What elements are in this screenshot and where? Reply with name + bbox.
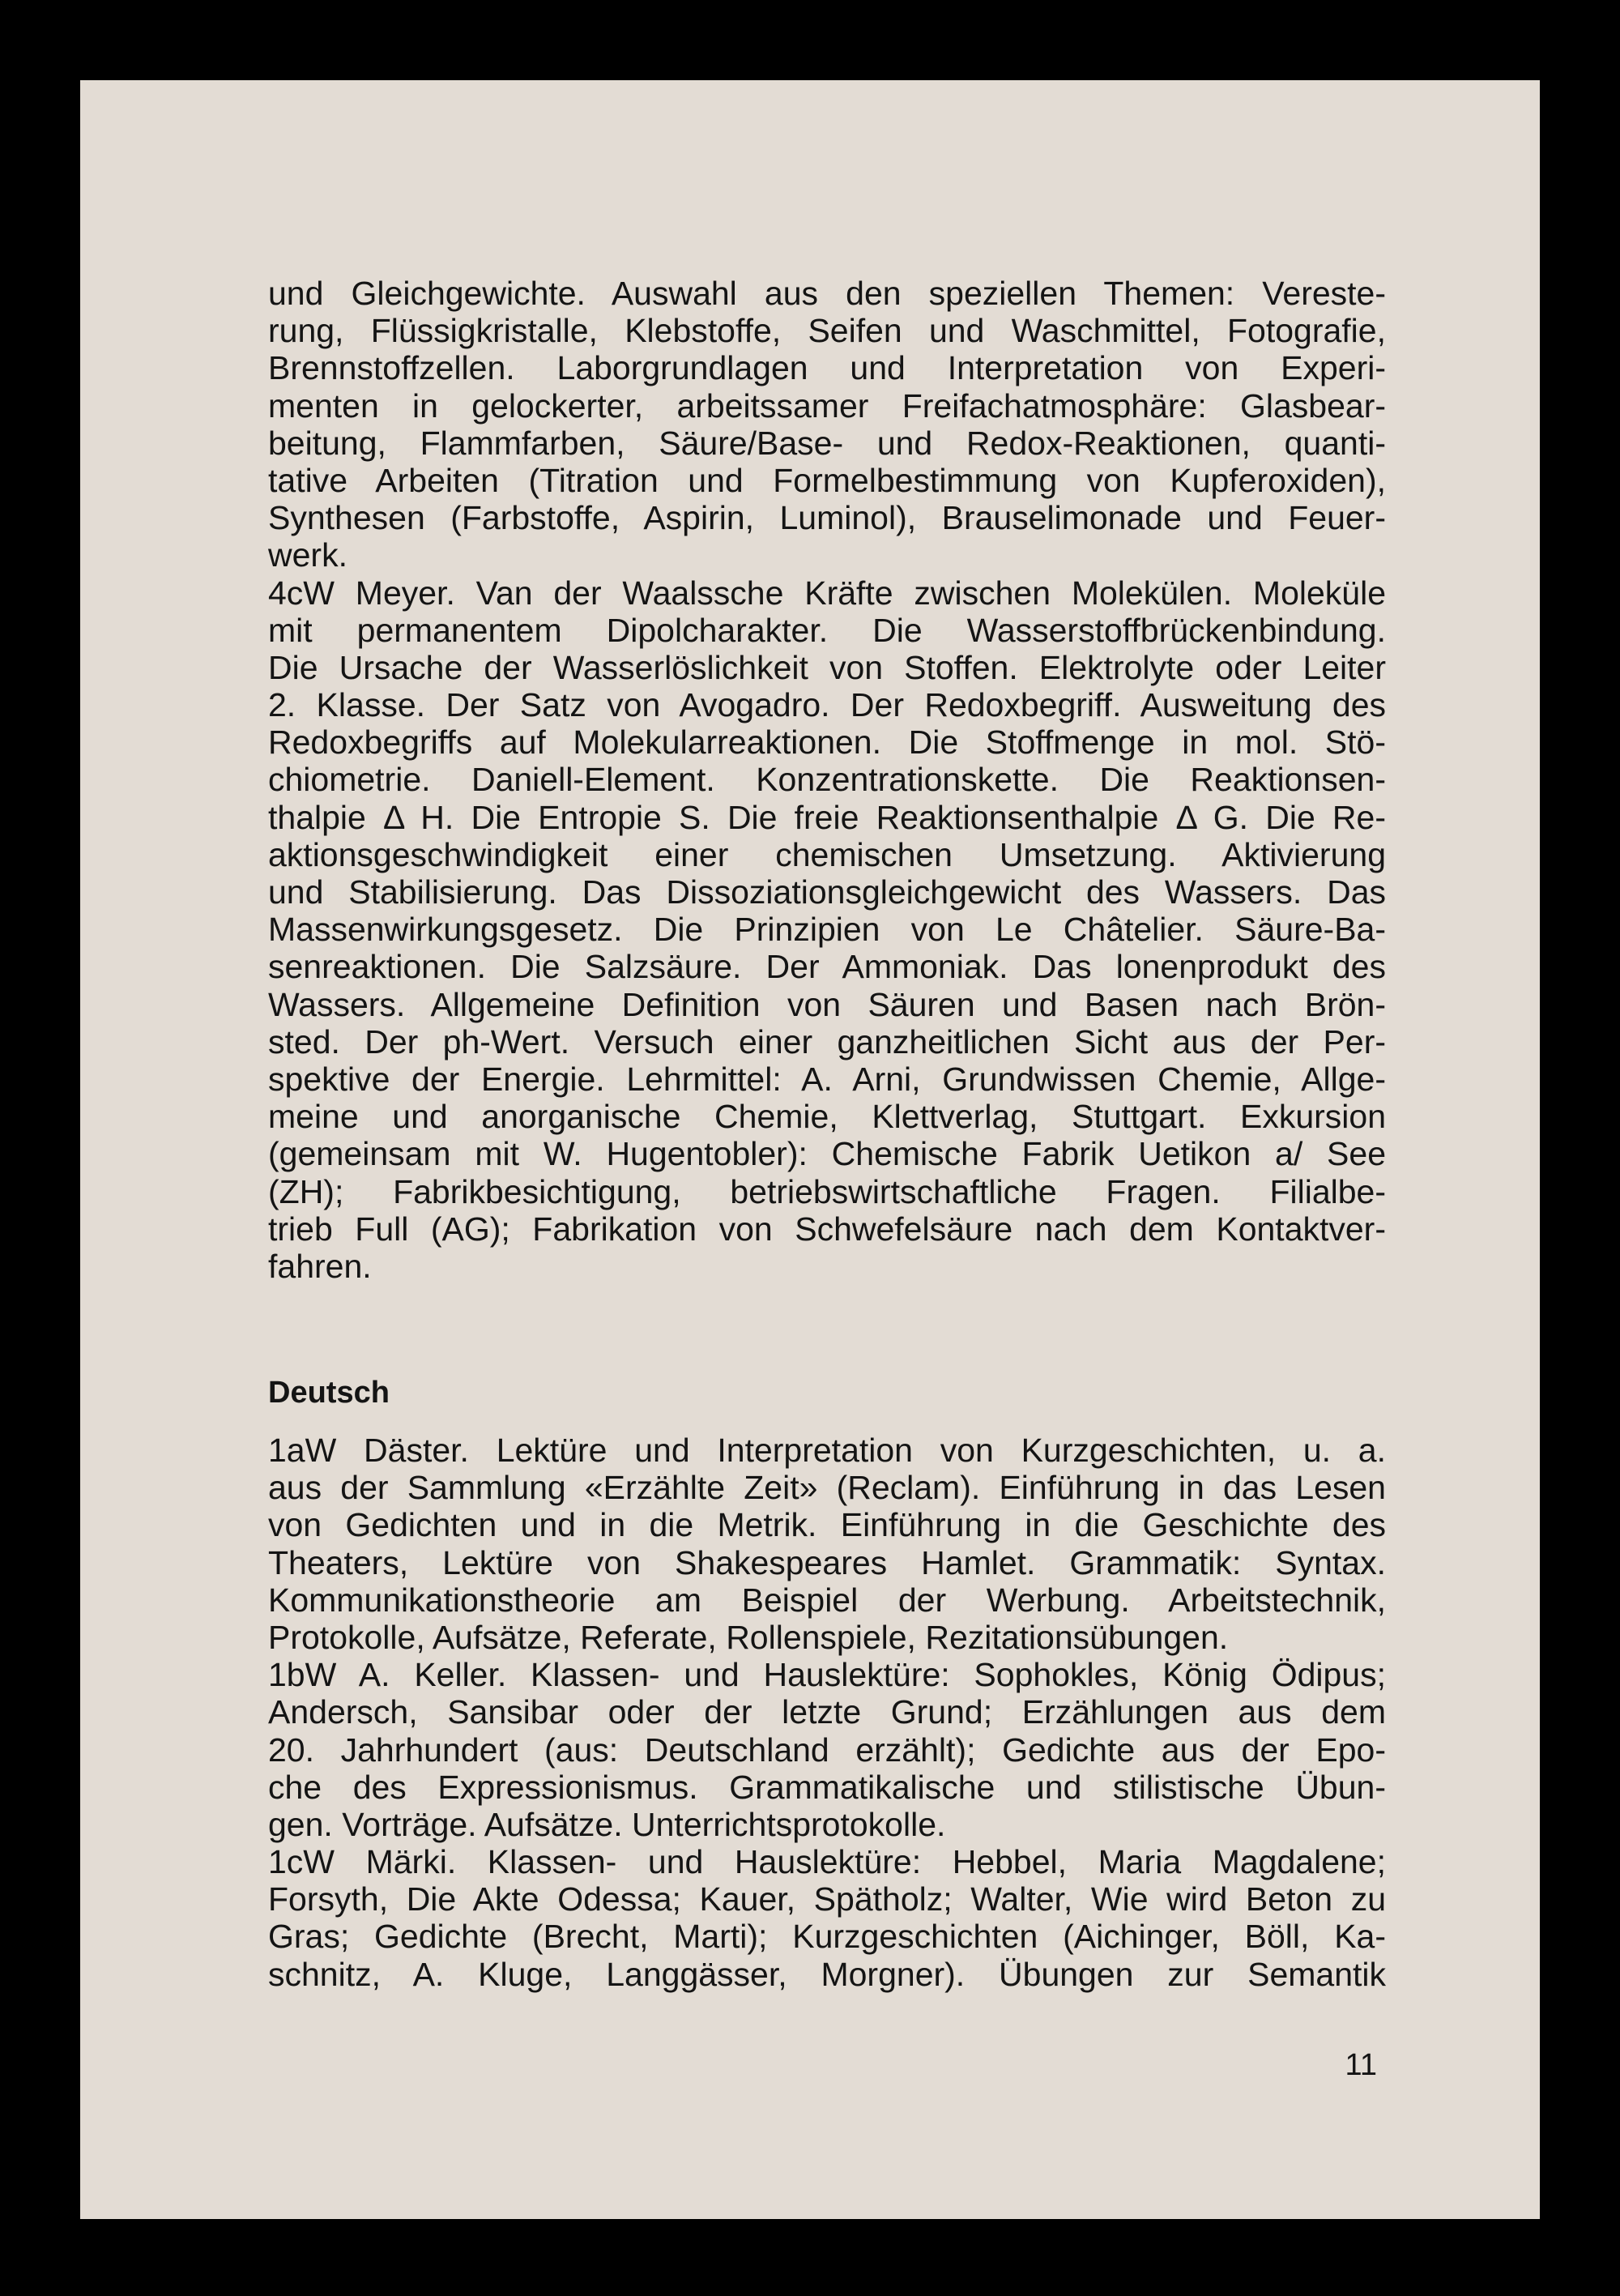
text-line: und Gleichgewichte. Auswahl aus den speziellen Themen: Vereste- — [268, 275, 1386, 312]
text-line: sted. Der ph-Wert. Versuch einer ganzheitlichen Sicht aus der Per- — [268, 1022, 1386, 1061]
page-number: 11 — [1345, 2048, 1377, 2082]
text-line: 1aW Däster. Lektüre und Interpretation von Kurzgeschichten, u. a. — [268, 1432, 1386, 1469]
text-line: Kommunikationstheorie am Beispiel der Werbung. Arbeitstechnik, — [268, 1581, 1386, 1619]
text-line: Wassers. Allgemeine Definition von Säuren und Basen nach Brön- — [268, 985, 1386, 1023]
chemistry-course-text — [268, 275, 1386, 1285]
text-line: spektive der Energie. Lehrmittel: A. Arni, Grundwissen Chemie, Allge- — [268, 1060, 1386, 1098]
text-line: che des Expressionismus. Grammatikalische und stilistische Übun- — [268, 1768, 1386, 1806]
text-line: (ZH); Fabrikbesichtigung, betriebswirtschaftliche Fragen. Filialbe- — [268, 1172, 1386, 1210]
text-line: meine und anorganische Chemie, Klettverlag, Stuttgart. Exkursion — [268, 1098, 1386, 1136]
text-line: mit permanentem Dipolcharakter. Die Wasserstoffbrückenbindung. — [268, 611, 1386, 649]
text-line: 2. Klasse. Der Satz von Avogadro. Der Redoxbegriff. Ausweitung des — [268, 686, 1386, 724]
text-line: tative Arbeiten (Titration und Formelbestimmung von Kupferoxiden), — [268, 461, 1386, 499]
text-line: chiometrie. Daniell-Element. Konzentrationskette. Die Reaktionsen- — [268, 761, 1386, 799]
text-line: Forsyth, Die Akte Odessa; Kauer, Spätholz; Walter, Wie wird Beton zu — [268, 1880, 1386, 1918]
text-line: werk. — [268, 536, 347, 574]
text-line: Die Ursache der Wasserlöslichkeit von Stoffen. Elektrolyte oder Leiter — [268, 648, 1386, 686]
text-line: trieb Full (AG); Fabrikation von Schwefelsäure nach dem Kontaktver- — [268, 1210, 1386, 1248]
text-line: 1cW Märki. Klassen- und Hauslektüre: Hebbel, Maria Magdalene; — [268, 1843, 1386, 1881]
text-line: 20. Jahrhundert (aus: Deutschland erzählt); Gedichte aus der Epo- — [268, 1731, 1386, 1769]
text-line: gen. Vorträge. Aufsätze. Unterrichtsprotokolle. — [268, 1805, 946, 1843]
section-heading: Deutsch — [268, 1376, 390, 1410]
text-line: Protokolle, Aufsätze, Referate, Rollenspiele, Rezitationsübungen. — [268, 1618, 1229, 1656]
text-line: 4cW Meyer. Van der Waalssche Kräfte zwischen Molekülen. Moleküle — [268, 574, 1386, 612]
text-line: menten in gelockerter, arbeitssamer Freifachatmosphäre: Glasbear- — [268, 386, 1386, 425]
text-line: von Gedichten und in die Metrik. Einführung in die Geschichte des — [268, 1506, 1386, 1544]
german-course-text — [268, 1432, 1386, 1993]
text-line: aktionsgeschwindigkeit einer chemischen Umsetzung. Aktivierung — [268, 835, 1386, 873]
text-line: 1bW A. Keller. Klassen- und Hauslektüre: Sophokles, König Ödipus; — [268, 1656, 1386, 1694]
text-line: fahren. — [268, 1247, 372, 1285]
text-line: und Stabilisierung. Das Dissoziationsgleichgewicht des Wassers. Das — [268, 873, 1386, 911]
text-line: beitung, Flammfarben, Säure/Base- und Redox-Reaktionen, quanti- — [268, 424, 1386, 462]
text-line: Massenwirkungsgesetz. Die Prinzipien von Le Châtelier. Säure-Ba- — [268, 911, 1386, 949]
text-line: Gras; Gedichte (Brecht, Marti); Kurzgeschichten (Aichinger, Böll, Ka- — [268, 1918, 1386, 1956]
text-line: Synthesen (Farbstoffe, Aspirin, Luminol), Brauselimonade und Feuer- — [268, 499, 1386, 537]
text-line: rung, Flüssigkristalle, Klebstoffe, Seifen und Waschmittel, Fotografie, — [268, 312, 1386, 350]
text-line: Andersch, Sansibar oder der letzte Grund; Erzählungen aus dem — [268, 1693, 1386, 1731]
text-line: schnitz, A. Kluge, Langgässer, Morgner). Übungen zur Semantik — [268, 1955, 1386, 1993]
text-line: aus der Sammlung «Erzählte Zeit» (Reclam). Einführung in das Lesen — [268, 1469, 1386, 1507]
text-line: senreaktionen. Die Salzsäure. Der Ammoniak. Das lonenprodukt des — [268, 948, 1386, 986]
text-line: Brennstoffzellen. Laborgrundlagen und Interpretation von Experi- — [268, 349, 1386, 387]
text-line: thalpie Δ H. Die Entropie S. Die freie Reaktionsenthalpie Δ G. Die Re- — [268, 798, 1386, 836]
text-line: Theaters, Lektüre von Shakespeares Hamlet. Grammatik: Syntax. — [268, 1543, 1386, 1581]
text-line: (gemeinsam mit W. Hugentobler): Chemische Fabrik Uetikon a/ See — [268, 1135, 1386, 1173]
text-line: Redoxbegriffs auf Molekularreaktionen. Die Stoffmenge in mol. Stö- — [268, 723, 1386, 762]
